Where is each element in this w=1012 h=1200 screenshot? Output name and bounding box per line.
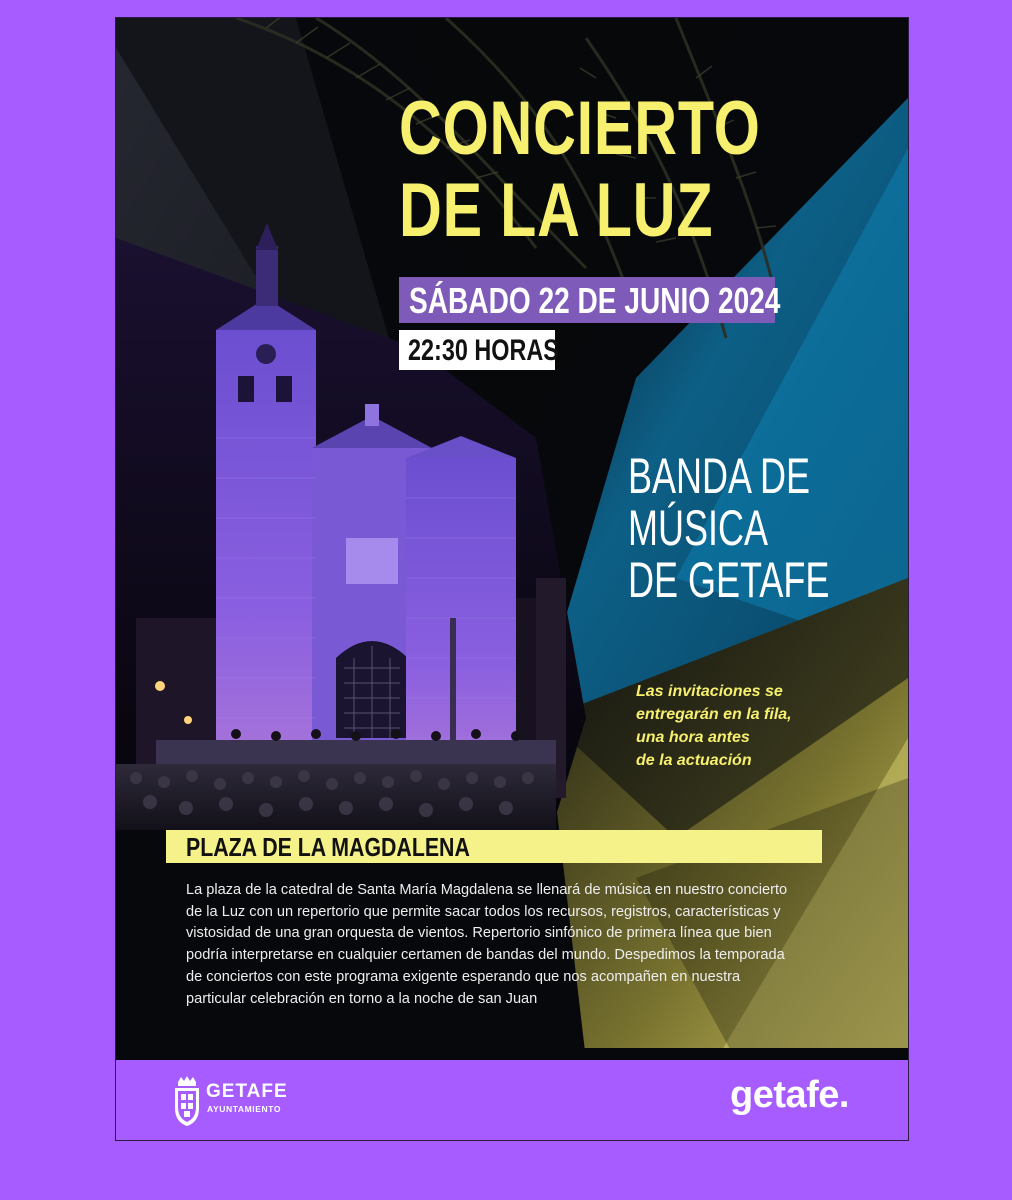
band-line-2: MÚSICA [628,500,769,556]
poster-footer [116,1060,908,1140]
concert-time: 22:30 HORAS [408,334,559,367]
note-line: entregarán en la fila, [636,706,792,723]
concert-title [399,88,761,252]
band-name [628,450,829,606]
getafe-wordmark: getafe. [730,1074,849,1116]
note-line: de la actuación [636,752,752,769]
description-line: de conciertos con este programa exigente esperando que nos acompañen en nuestra [186,968,741,985]
venue-bar [166,830,822,863]
description-line: particular celebración en torno a la noche de san Juan [186,990,538,1007]
venue-name: PLAZA DE LA MAGDALENA [186,832,470,862]
band-line-3: DE GETAFE [628,552,830,608]
concert-date: SÁBADO 22 DE JUNIO 2024 [409,280,781,321]
note-line: una hora antes [636,729,750,746]
description-line: de la Luz con un repertorio que permite sacar todos los recursos, registros, características y [186,903,781,920]
time-badge [399,330,559,370]
band-line-1: BANDA DE [628,448,811,504]
concert-poster [116,18,908,1140]
description-line: podría interpretarse en cualquier certamen de bandas del mundo. Despedimos la temporada [186,947,785,964]
getafe-crest-icon [172,1076,202,1126]
brand-name: GETAFE [206,1081,288,1102]
description-line: La plaza de la catedral de Santa María Magdalena se llenará de música en nuestro concierto [186,882,788,898]
invitation-note [636,680,792,772]
concert-description [186,880,836,1010]
description-line: vistosidad de una gran orquesta de vientos. Repertorio sinfónico de primera línea que bien [186,925,772,942]
title-line-2: DE LA LUZ [399,168,714,253]
date-badge [399,277,781,323]
brand-subtitle: AYUNTAMIENTO [207,1104,282,1114]
title-line-1: CONCIERTO [399,86,761,171]
note-line: Las invitaciones se [636,683,783,700]
